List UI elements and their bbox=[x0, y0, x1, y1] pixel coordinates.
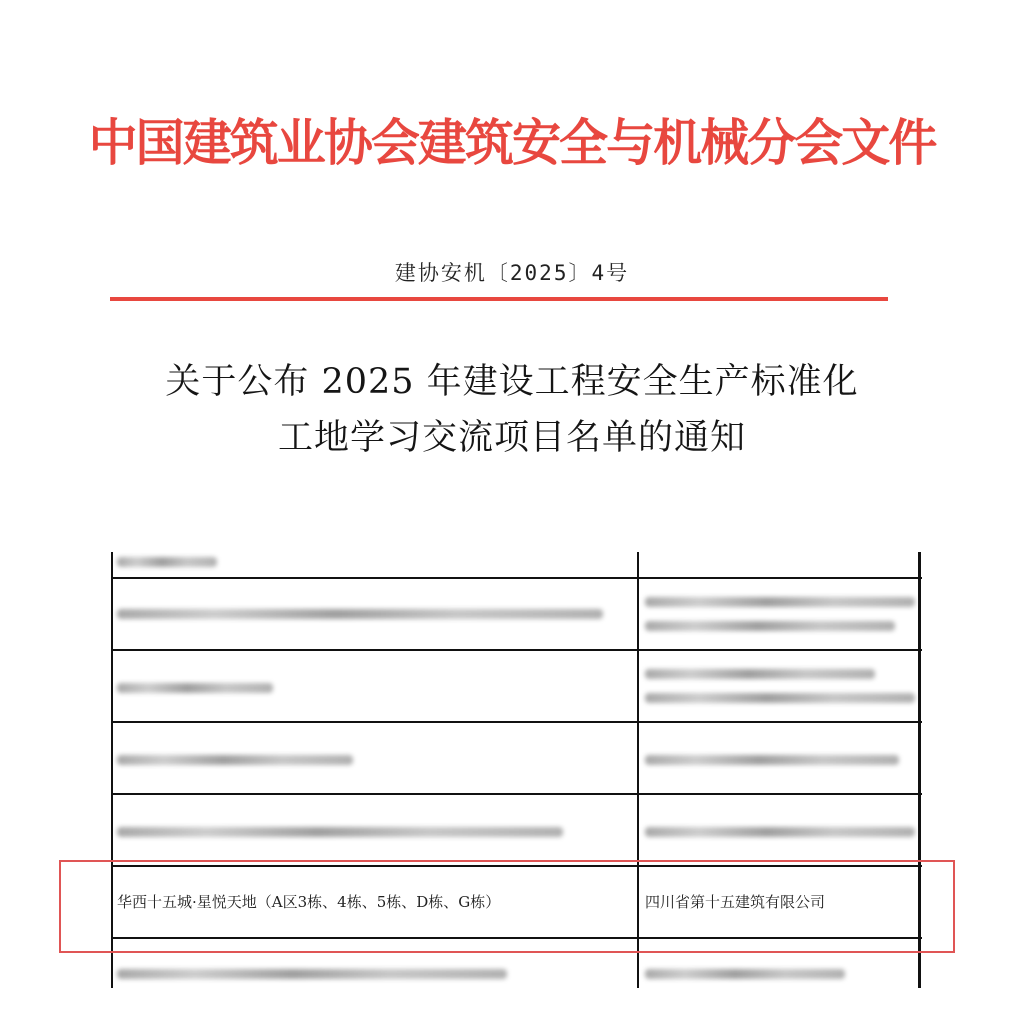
redacted-text bbox=[645, 827, 915, 837]
redacted-text bbox=[117, 683, 273, 693]
notice-title bbox=[0, 354, 1024, 466]
redacted-text bbox=[645, 755, 899, 765]
redacted-text bbox=[117, 557, 217, 567]
redacted-text bbox=[645, 969, 845, 979]
table-row-divider bbox=[111, 577, 922, 579]
document-number: 建协安机〔2025〕4号 bbox=[394, 261, 630, 285]
redacted-text bbox=[117, 827, 563, 837]
notice-title-line-1: 关于公布 2025 年建设工程安全生产标准化 bbox=[165, 362, 859, 402]
redacted-text bbox=[645, 669, 875, 679]
redacted-text bbox=[645, 597, 915, 607]
notice-title-line-2: 工地学习交流项目名单的通知 bbox=[277, 418, 746, 458]
redacted-text bbox=[117, 609, 603, 619]
redacted-text bbox=[645, 693, 915, 703]
table-row-divider bbox=[111, 793, 922, 795]
company-name-cell: 四川省第十五建筑有限公司 bbox=[645, 893, 826, 911]
project-name-cell: 华西十五城·星悦天地（A区3栋、4栋、5栋、D栋、G栋） bbox=[117, 893, 501, 911]
red-divider bbox=[110, 297, 888, 301]
highlight-box bbox=[59, 860, 955, 953]
redacted-text bbox=[117, 755, 353, 765]
table-row-divider bbox=[111, 721, 922, 723]
org-title: 中国建筑业协会建筑安全与机械分会文件 bbox=[88, 114, 936, 172]
redacted-text bbox=[645, 621, 895, 631]
redacted-text bbox=[117, 969, 507, 979]
table-row-divider bbox=[111, 649, 922, 651]
